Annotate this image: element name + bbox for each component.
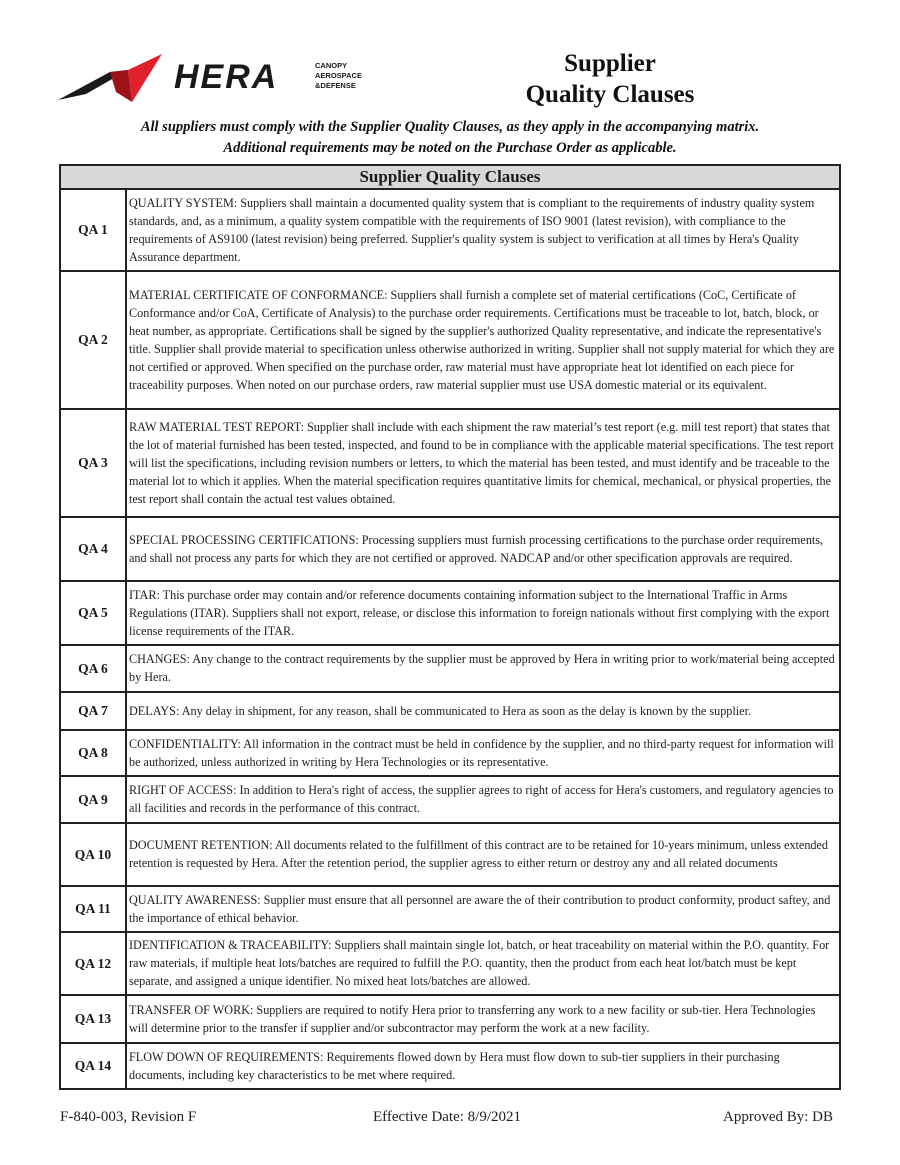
table-row: [60, 886, 840, 932]
clause-text: RIGHT OF ACCESS: In addition to Hera's right of access, the supplier agrees to right of access for Hera's customers, and regulatory agencies to all facilities and records in the performance of this contract.: [126, 776, 840, 823]
table-row: [60, 645, 840, 692]
table-row: [60, 409, 840, 517]
clause-text: IDENTIFICATION & TRACEABILITY: Suppliers shall maintain single lot, batch, or heat traceability on material within the P.O. quantity. For raw materials, if multiple heat lots/batches are required to fulfill the P.O. quantity, then the product from each heat lot/batch must be kept separate, and assigned a unique identifier. No mixed heat lots/batches are allowed.: [126, 932, 840, 995]
clause-code: QA 2: [60, 271, 126, 409]
table-row: [60, 517, 840, 581]
brand-subtitle-3: &DEFENSE: [315, 81, 356, 90]
clause-code: QA 6: [60, 645, 126, 692]
clause-text: TRANSFER OF WORK: Suppliers are required to notify Hera prior to transferring any work to a new facility or sub-tier. Hera Technologies will determine prior to the transfer if supplier and/or subcontractor may perform the work at a new facility.: [126, 995, 840, 1043]
clause-text: MATERIAL CERTIFICATE OF CONFORMANCE: Suppliers shall furnish a complete set of material certifications (CoC, Certificate of Conformance and/or CoA, Certificate of Analysis) to the purchase order requirements. Certifications must be traceable to lot, batch, block, or heat number, as appropriate. Certifications shall be signed by the supplier's authorized Quality representative, and indicate the representative's title. Supplier shall provide material to specification unless otherwise authorized in writing. Supplier shall not supply material for which they are not certified or approved. When specified on the purchase order, raw material must have appropriate heat lot identified on each piece for traceability purposes. When noted on our purchase orders, raw material supplier must use USA domestic material or its equivalent.: [126, 271, 840, 409]
clause-code: QA 8: [60, 730, 126, 776]
clause-text: CONFIDENTIALITY: All information in the contract must be held in confidence by the supplier, and no third-party request for information will be authorized, unless authorized in writing by Hera Technologies or its representative.: [126, 730, 840, 776]
intro-line2: Additional requirements may be noted on the Purchase Order as applicable.: [223, 140, 677, 156]
table-row: [60, 271, 840, 409]
clause-text: SPECIAL PROCESSING CERTIFICATIONS: Processing suppliers must furnish processing certifications to the purchase order requirements, and shall not process any parts for which they are not certified or approved. NADCAP and/or other specification approvals are required.: [126, 517, 840, 581]
intro-line1: All suppliers must comply with the Supplier Quality Clauses, as they apply in the accompanying matrix.: [140, 119, 760, 135]
table-row: [60, 995, 840, 1043]
footer-effective-date: Effective Date: 8/9/2021: [373, 1109, 522, 1125]
clause-text: DELAYS: Any delay in shipment, for any reason, shall be communicated to Hera as soon as the delay is known by the supplier.: [126, 692, 840, 730]
clause-text: QUALITY AWARENESS: Supplier must ensure that all personnel are aware the of their contribution to product conformity, product saftey, and the importance of ethical behavior.: [126, 886, 840, 932]
clause-code: QA 13: [60, 995, 126, 1043]
brand-name: HERA: [174, 58, 279, 96]
clauses-table: [59, 164, 841, 1090]
hera-wing-icon: [58, 50, 378, 105]
clause-text: CHANGES: Any change to the contract requirements by the supplier must be approved by Hera in writing prior to work/material being accepted by Hera.: [126, 645, 840, 692]
clause-code: QA 4: [60, 517, 126, 581]
table-row: [60, 823, 840, 886]
clause-code: QA 12: [60, 932, 126, 995]
clause-code: QA 9: [60, 776, 126, 823]
table-row: [60, 776, 840, 823]
clause-text: RAW MATERIAL TEST REPORT: Supplier shall include with each shipment the raw material’s test report (e.g. mill test report) that states that the lot of material furnished has been tested, inspected, and found to be in compliance with the applicable material specifications. The test report will list the specifications, including revision numbers or letters, to which the material has been tested, and must identify and be traceable to the material lot to which it applies. When the material specification requires quantitative limits for chemical, mechanical, or physical properties, the test report shall contain the actual test values obtained.: [126, 409, 840, 517]
hera-logo: [58, 50, 378, 105]
clause-text: QUALITY SYSTEM: Suppliers shall maintain a documented quality system that is compliant to the requirements of industry quality system standards, and, as a minimum, a quality system compatible with the requirements of ISO 9001 (latest revision), with compliance to the requirements of AS9100 (latest revision) being preferred. Supplier's quality system is subject to verification at all times by Hera's Quality Assurance department.: [126, 189, 840, 271]
clause-text: FLOW DOWN OF REQUIREMENTS: Requirements flowed down by Hera must flow down to sub-tier suppliers in their purchasing documents, including key characteristics to be met where required.: [126, 1043, 840, 1089]
clause-code: QA 3: [60, 409, 126, 517]
brand-subtitle-1: CANOPY: [315, 61, 348, 70]
clause-code: QA 14: [60, 1043, 126, 1089]
table-row: [60, 730, 840, 776]
document-title-line1: Supplier: [564, 50, 656, 77]
table-row: [60, 581, 840, 645]
table-row: [60, 1043, 840, 1089]
document-title: [495, 48, 725, 110]
clause-code: QA 1: [60, 189, 126, 271]
clause-code: QA 7: [60, 692, 126, 730]
clause-code: QA 11: [60, 886, 126, 932]
intro-text: [40, 117, 860, 159]
footer-form-number: F-840-003, Revision F: [60, 1109, 197, 1125]
table-row: [60, 692, 840, 730]
clause-code: QA 10: [60, 823, 126, 886]
document-title-line2: Quality Clauses: [525, 81, 695, 108]
clause-code: QA 5: [60, 581, 126, 645]
brand-subtitle-2: AEROSPACE: [315, 71, 362, 80]
clause-text: DOCUMENT RETENTION: All documents related to the fulfillment of this contract are to be retained for 10-years minimum, unless extended retention is requested by Hera. After the retention period, the supplier agress to either return or destroy any and all related documents: [126, 823, 840, 886]
table-row: [60, 932, 840, 995]
footer-approved-by: Approved By: DB: [723, 1109, 833, 1125]
table-row: [60, 189, 840, 271]
clause-text: ITAR: This purchase order may contain and/or reference documents containing information subject to the International Traffic in Arms Regulations (ITAR). Suppliers shall not export, release, or disclose this information to foreign nationals without first complying with the export license requirements of the ITAR.: [126, 581, 840, 645]
table-heading: Supplier Quality Clauses: [60, 165, 840, 189]
